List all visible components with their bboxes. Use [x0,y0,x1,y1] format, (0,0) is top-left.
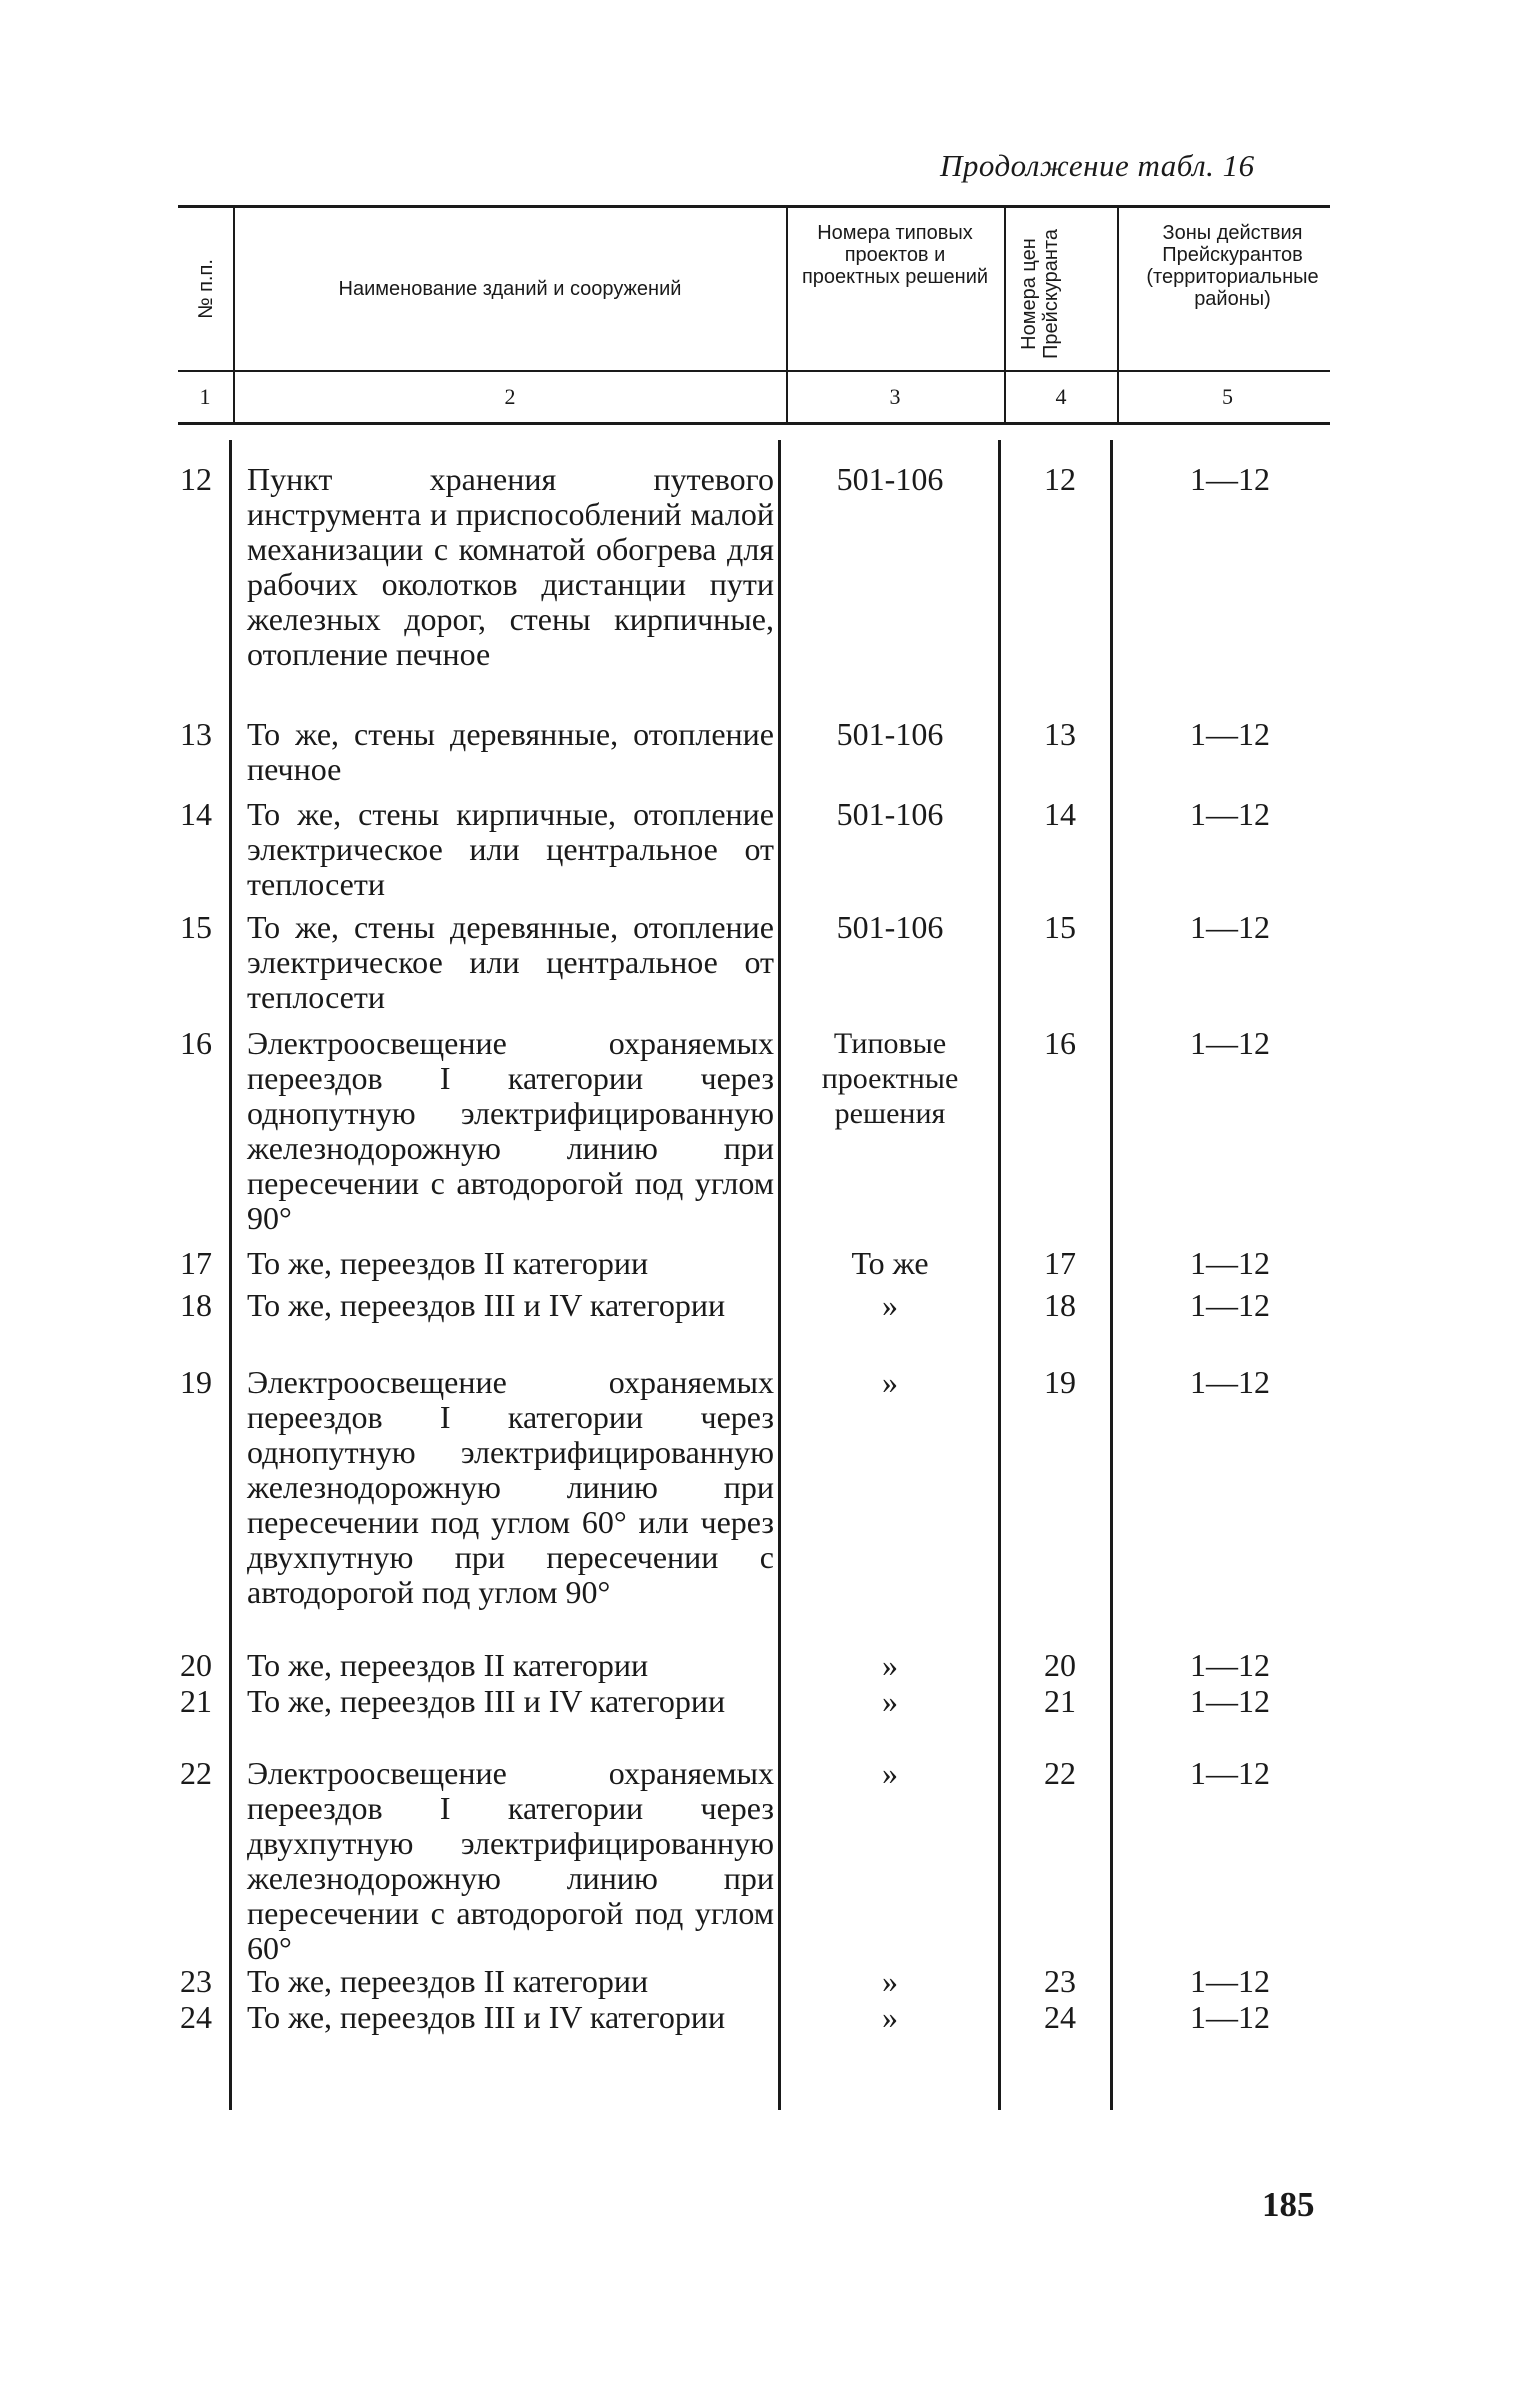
row-zone: 1—12 [1190,909,1270,945]
row-name: То же, переездов II категории [247,1245,649,1281]
table-caption: Продолжение табл. 16 [940,148,1255,183]
row-name: То же, стены деревянные, отопление электрическое или центральное от теплосети [247,909,774,1015]
row-name: Пункт хранения путевого инструмента и приспособлений малой механизации с комнатой обогрева для рабочих околотков дистанции пути железных дорог, стены кирпичные, отопление печное [247,461,774,672]
row-number: 23 [180,1963,212,1999]
header-divider-1 [233,207,235,423]
row-price: 19 [1044,1364,1076,1400]
body-divider-1 [229,440,232,2110]
row-project: 501-106 [836,461,944,497]
row-price: 17 [1044,1245,1076,1281]
header-bottom-rule [178,370,1330,372]
column-number-2: 2 [504,384,516,409]
row-zone: 1—12 [1190,1245,1270,1281]
header-project-numbers: Номера типовых проектов и проектных решений [801,222,989,288]
row-name: То же, переездов III и IV категории [247,1683,726,1719]
row-name: Электроосвещение охраняемых переездов I категории через двухпутную электрифицированную железнодорожную линию при пересечении с автодорогой под углом 60° [247,1755,774,1966]
row-zone: 1—12 [1190,1364,1270,1400]
page-number: 185 [1262,2185,1315,2224]
header-price-numbers: Номера цен Прейскуранта [1018,229,1062,359]
row-zone: 1—12 [1190,461,1270,497]
column-number-4: 4 [1055,384,1067,409]
row-project: 501-106 [836,716,944,752]
header-zones: Зоны действия Прейскурантов (территориальные районы) [1146,222,1319,310]
row-project: » [882,1999,898,2035]
header-row-number: № п.п. [195,259,217,319]
row-price: 23 [1044,1963,1076,1999]
row-number: 18 [180,1287,212,1323]
row-project: » [882,1683,898,1719]
row-number: 22 [180,1755,212,1791]
row-price: 20 [1044,1647,1076,1683]
row-zone: 1—12 [1190,1755,1270,1791]
row-price: 14 [1044,796,1076,832]
header-divider-3 [1004,207,1006,423]
body-divider-2 [778,440,781,2110]
row-price: 18 [1044,1287,1076,1323]
body-divider-4 [1110,440,1113,2110]
row-zone: 1—12 [1190,716,1270,752]
row-number: 12 [180,461,212,497]
row-project: » [882,1364,898,1400]
row-zone: 1—12 [1190,1683,1270,1719]
row-number: 21 [180,1683,212,1719]
row-price: 15 [1044,909,1076,945]
column-numbers-bottom-rule [178,422,1330,425]
row-zone: 1—12 [1190,1287,1270,1323]
row-name: То же, стены деревянные, отопление печное [247,716,774,787]
row-zone: 1—12 [1190,1647,1270,1683]
row-name: То же, переездов III и IV категории [247,1999,726,2035]
row-number: 19 [180,1364,212,1400]
row-project: » [882,1963,898,1999]
row-number: 14 [180,796,212,832]
row-price: 22 [1044,1755,1076,1791]
row-number: 16 [180,1025,212,1061]
row-project: 501-106 [836,796,944,832]
header-divider-2 [786,207,788,423]
row-price: 21 [1044,1683,1076,1719]
row-name: Электроосвещение охраняемых переездов I категории через однопутную электрифицированную железнодорожную линию при пересечении под углом 60° или через двухпутную при пересечении с автодорогой под углом 90° [247,1364,774,1610]
column-number-1: 1 [199,384,211,409]
row-name: То же, переездов III и IV категории [247,1287,726,1323]
row-project: То же [851,1245,929,1281]
table-top-rule [178,205,1330,208]
column-number-3: 3 [889,384,901,409]
row-zone: 1—12 [1190,1025,1270,1061]
row-price: 24 [1044,1999,1076,2035]
row-number: 17 [180,1245,212,1281]
row-number: 15 [180,909,212,945]
row-number: 20 [180,1647,212,1683]
row-project: » [882,1287,898,1323]
column-number-5: 5 [1222,384,1233,409]
row-project: Типовые проектные решения [821,1027,959,1130]
body-divider-3 [998,440,1001,2110]
header-name: Наименование зданий и сооружений [338,278,682,300]
row-project: 501-106 [836,909,944,945]
row-name: Электроосвещение охраняемых переездов I категории через однопутную электрифицированную железнодорожную линию при пересечении с автодорогой под углом 90° [247,1025,774,1236]
row-project: » [882,1647,898,1683]
row-zone: 1—12 [1190,1963,1270,1999]
row-price: 13 [1044,716,1076,752]
row-zone: 1—12 [1190,796,1270,832]
row-name: То же, переездов II категории [247,1963,649,1999]
header-divider-4 [1117,207,1119,423]
row-name: То же, стены кирпичные, отопление электрическое или центральное от теплосети [247,796,774,902]
row-price: 16 [1044,1025,1076,1061]
row-name: То же, переездов II категории [247,1647,649,1683]
row-price: 12 [1044,461,1076,497]
row-number: 13 [180,716,212,752]
row-zone: 1—12 [1190,1999,1270,2035]
row-number: 24 [180,1999,212,2035]
row-project: » [882,1755,898,1791]
